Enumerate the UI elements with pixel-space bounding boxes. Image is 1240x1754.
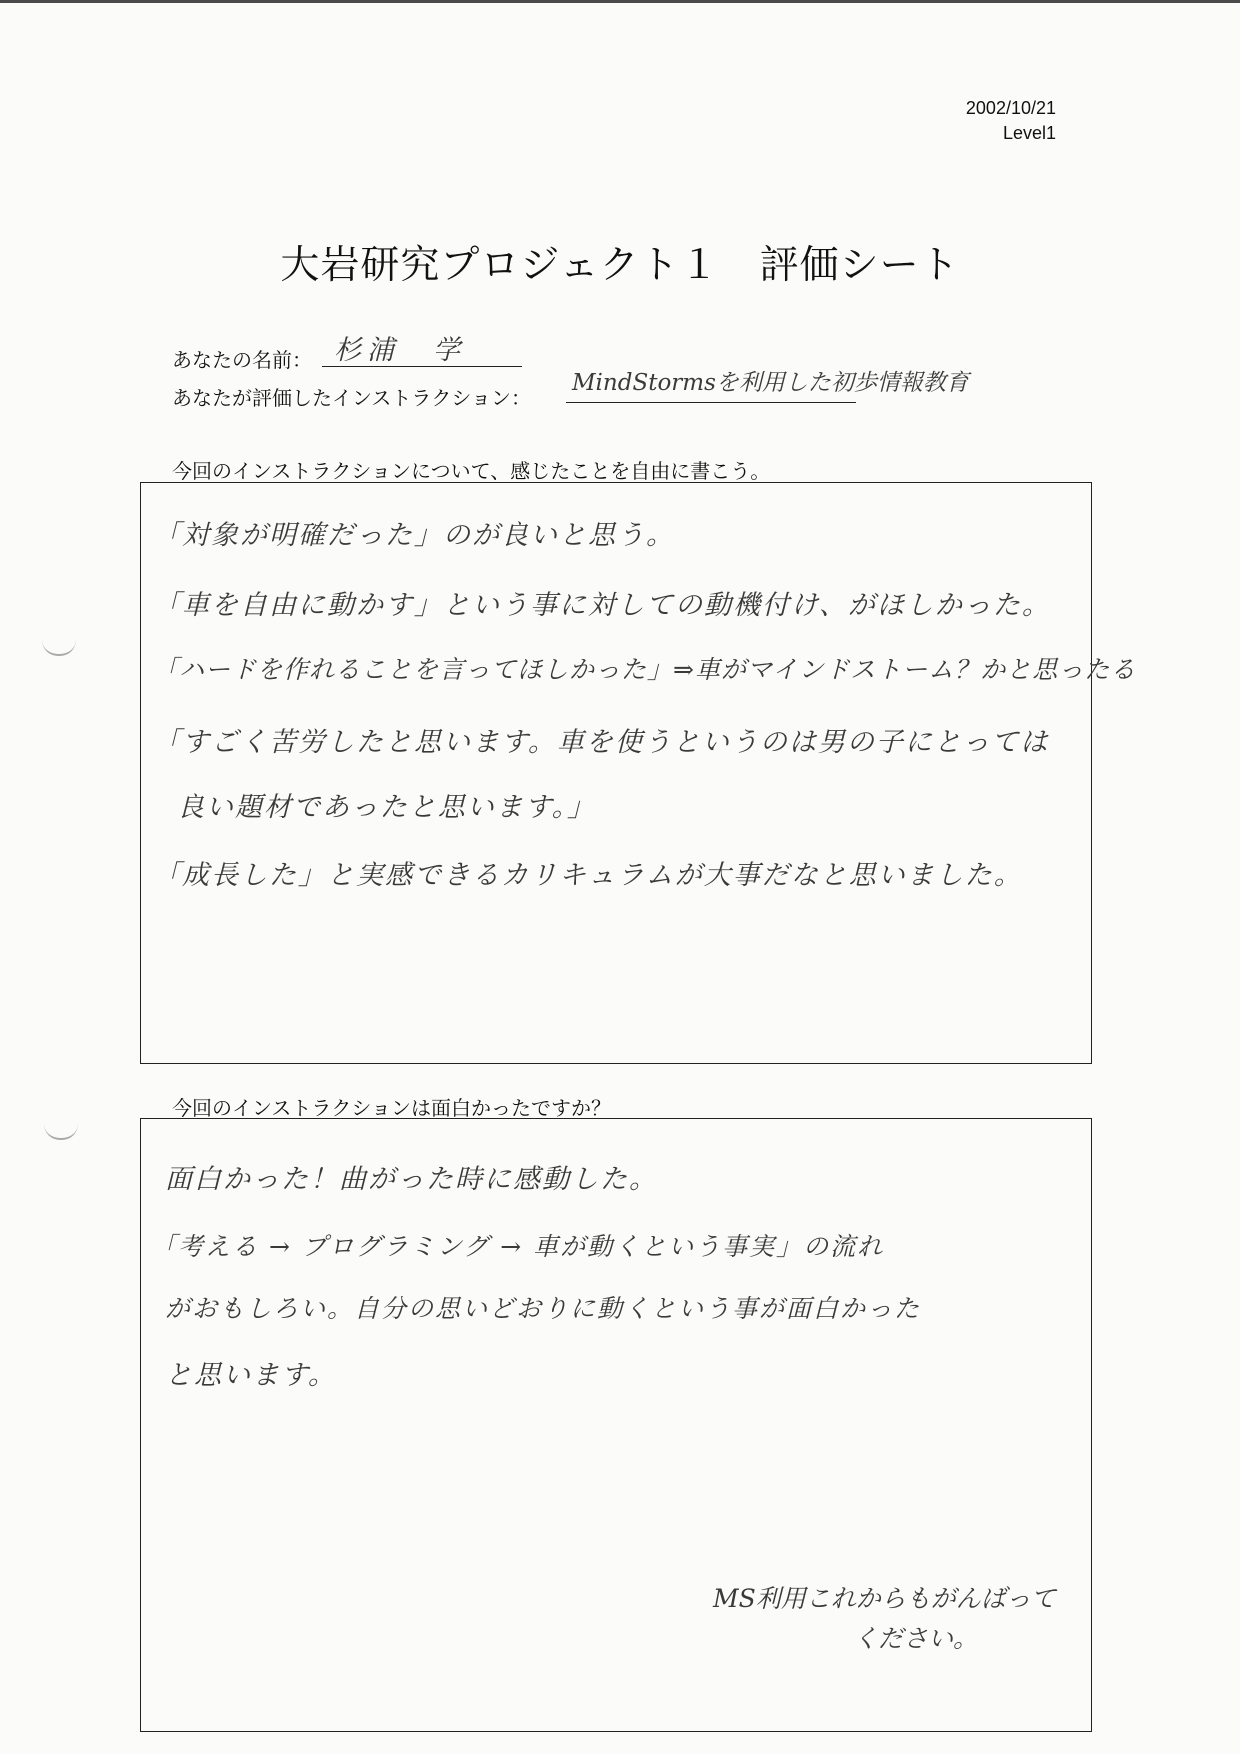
question-impressions: 今回のインストラクションについて、感じたことを自由に書こう。	[172, 459, 771, 483]
name-value: 杉浦 学	[334, 335, 466, 366]
impression-line: 「すごく苦労したと思います。車を使うというのは男の子にとっては	[153, 727, 1050, 758]
name-field[interactable]	[322, 336, 522, 367]
impression-line: 「車を自由に動かす」という事に対しての動機付け、がほしかった。	[153, 590, 1051, 621]
impression-line: 良い題材であったと思います。」	[177, 792, 597, 823]
sheet-date: 2002/10/21	[965, 98, 1056, 118]
impressions-answer-box[interactable]	[140, 482, 1137, 1064]
scan-top-edge	[0, 0, 1240, 3]
instruction-label: あなたが評価したインストラクション：	[172, 386, 531, 410]
fun-line: 「考える → プログラミング → 車が動くという事実」の流れ	[151, 1232, 885, 1261]
date-block	[966, 96, 1056, 146]
impression-line: 「ハードを作れることを言ってほしかった」⇒車がマインドストーム？かと思ったる	[153, 655, 1137, 684]
punch-hole-mark	[44, 1124, 78, 1140]
sheet-level: Level1	[1002, 123, 1056, 143]
instruction-value: MindStormsを利用した初歩情報教育	[572, 370, 969, 396]
impression-line: 「成長した」と実感できるカリキュラムが大事だなと思いました。	[153, 860, 1023, 891]
fun-line: 面白かった！曲がった時に感動した。	[165, 1164, 658, 1195]
fun-line: がおもしろい。自分の思いどおりに動くという事が面白かった	[165, 1294, 922, 1323]
fun-note-line: MS利用これからもがんばって	[713, 1584, 1056, 1613]
name-label: あなたの名前：	[172, 348, 312, 372]
fun-note-line: ください。	[853, 1624, 979, 1653]
question-fun: 今回のインストラクションは面白かったですか？	[172, 1096, 611, 1120]
fun-line: と思います。	[165, 1360, 337, 1391]
punch-hole-mark	[42, 640, 76, 656]
impression-line: 「対象が明確だった」のが良いと思う。	[153, 520, 675, 551]
page-title: 大岩研究プロジェクト１ 評価シート	[280, 243, 960, 288]
fun-answer-box[interactable]	[140, 1118, 1092, 1732]
